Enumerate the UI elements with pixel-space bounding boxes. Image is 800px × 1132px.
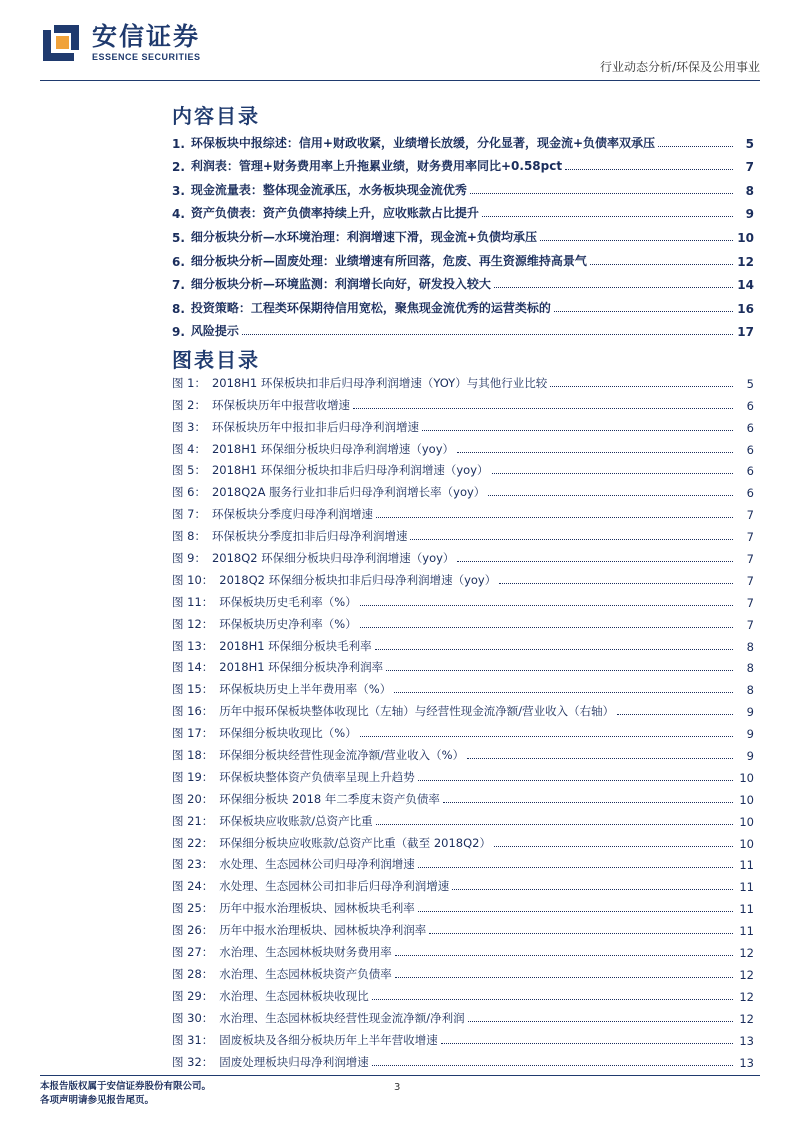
- figure-entry-title[interactable]: 环保细分板块收现比（%）: [219, 726, 357, 741]
- figure-entry-number: 图 12：: [172, 616, 214, 631]
- figure-entry-page[interactable]: 6: [746, 442, 754, 457]
- figure-entry[interactable]: [172, 1004, 754, 1026]
- figure-entry-title[interactable]: 2018H1 环保板块扣非后归母净利润增速（YOY）与其他行业比较: [211, 375, 548, 390]
- figure-entry-page[interactable]: 8: [746, 661, 754, 676]
- toc-entry-title[interactable]: 现金流量表：整体现金流承压，水务板块现金流优秀: [190, 182, 467, 197]
- figure-entry[interactable]: [172, 413, 754, 435]
- dot-leader: [394, 692, 733, 693]
- figure-entry-number: 图 31：: [172, 1032, 214, 1047]
- figure-entry-page[interactable]: 12: [739, 946, 754, 961]
- figure-entry-number: 图 3：: [172, 419, 206, 434]
- dot-leader: [376, 824, 733, 825]
- footer-notice: 各项声明请参见报告尾页。: [40, 1095, 155, 1106]
- figure-entry-title[interactable]: 水治理、生态园林板块经营性现金流净额/净利润: [219, 1010, 465, 1025]
- figure-entry-title[interactable]: 环保板块历年中报营收增速: [211, 397, 350, 412]
- figure-entry-title[interactable]: 历年中报环保板块整体收现比（左轴）与经营性现金流净额/营业收入（右轴）: [219, 704, 615, 719]
- figure-entry-number: 图 29：: [172, 988, 214, 1003]
- dot-leader: [617, 714, 733, 715]
- toc-entry[interactable]: [172, 245, 754, 269]
- dot-leader: [395, 955, 733, 956]
- figure-entry[interactable]: [172, 894, 754, 916]
- figure-entry-page[interactable]: 7: [746, 595, 754, 610]
- figure-entry-title[interactable]: 2018H1 环保细分板块扣非后归母净利润增速（yoy）: [211, 463, 489, 478]
- dot-leader: [360, 736, 733, 737]
- dot-leader: [376, 517, 733, 518]
- figure-entry[interactable]: [172, 938, 754, 960]
- dot-leader: [386, 670, 733, 671]
- figure-entry-number: 图 18：: [172, 748, 214, 763]
- logo-english-name: ESSENCE SECURITIES: [92, 52, 201, 62]
- figure-entry[interactable]: [172, 588, 754, 610]
- toc-entry-number: 9.: [172, 325, 185, 340]
- dot-leader: [441, 1043, 733, 1044]
- figure-entry-title[interactable]: 水治理、生态园林板块收现比: [219, 988, 369, 1003]
- dot-leader: [375, 649, 733, 650]
- toc-entry[interactable]: [172, 198, 754, 222]
- figure-entry[interactable]: [172, 478, 754, 500]
- figure-entry[interactable]: [172, 544, 754, 566]
- figure-entry-title[interactable]: 固废板块及各细分板块历年上半年营收增速: [219, 1032, 438, 1047]
- figure-entry-number: 图 22：: [172, 835, 214, 850]
- header-divider: [40, 80, 760, 81]
- logo-chinese-name: 安信证券: [92, 22, 201, 51]
- figure-entry-page[interactable]: 9: [746, 749, 754, 764]
- figure-entry[interactable]: [172, 675, 754, 697]
- figure-entry[interactable]: [172, 872, 754, 894]
- figure-entry-title[interactable]: 2018Q2A 服务行业扣非后归母净利润增长率（yoy）: [211, 485, 486, 500]
- dot-leader: [360, 627, 733, 628]
- figure-entry[interactable]: [172, 566, 754, 588]
- figure-entry[interactable]: [172, 719, 754, 741]
- figure-entry-page[interactable]: 6: [746, 486, 754, 501]
- figure-entry-page[interactable]: 13: [739, 1033, 754, 1048]
- dot-leader: [494, 287, 733, 288]
- dot-leader: [422, 430, 733, 431]
- dot-leader: [494, 846, 733, 847]
- figure-entry-number: 图 24：: [172, 879, 214, 894]
- figure-entry-number: 图 2：: [172, 397, 206, 412]
- figure-entry-number: 图 21：: [172, 813, 214, 828]
- figure-entry[interactable]: [172, 851, 754, 873]
- toc-entry-number: 1.: [172, 136, 185, 151]
- figure-entry-title[interactable]: 水治理、生态园林板块财务费用率: [219, 945, 392, 960]
- figure-entry-title[interactable]: 环保板块历史上半年费用率（%）: [219, 682, 392, 697]
- toc-entry-page[interactable]: 5: [745, 136, 754, 151]
- figure-entry-title[interactable]: 2018Q2 环保细分板块归母净利润增速（yoy）: [211, 551, 455, 566]
- figure-entry[interactable]: [172, 457, 754, 479]
- dot-leader: [457, 561, 733, 562]
- figure-entry[interactable]: [172, 1026, 754, 1048]
- dot-leader: [353, 408, 733, 409]
- toc-entry-number: 2.: [172, 160, 185, 175]
- toc-list: [172, 127, 754, 339]
- figure-entry-title[interactable]: 环保板块历史毛利率（%）: [219, 594, 357, 609]
- figure-entry[interactable]: [172, 1048, 754, 1070]
- figure-entry-page[interactable]: 9: [746, 705, 754, 720]
- toc-entry-title[interactable]: 细分板块分析—水环境治理：利润增速下滑，现金流+负债均承压: [190, 229, 537, 244]
- toc-entry[interactable]: [172, 292, 754, 316]
- dot-leader: [360, 605, 733, 606]
- dot-leader: [565, 169, 733, 170]
- dot-leader: [492, 473, 733, 474]
- figure-entry-number: 图 20：: [172, 791, 214, 806]
- dot-leader: [540, 240, 733, 241]
- toc-entry-page[interactable]: 14: [737, 278, 754, 293]
- page-number: 3: [394, 1082, 401, 1093]
- figure-entry-page[interactable]: 7: [746, 508, 754, 523]
- figure-entry[interactable]: [172, 369, 754, 391]
- toc-entry-number: 8.: [172, 301, 185, 316]
- toc-entry[interactable]: [172, 221, 754, 245]
- figure-entry[interactable]: [172, 982, 754, 1004]
- figure-entry-number: 图 13：: [172, 638, 214, 653]
- dot-leader: [395, 977, 733, 978]
- figure-entry-number: 图 25：: [172, 901, 214, 916]
- figure-entry-title[interactable]: 历年中报水治理板块、园林板块毛利率: [219, 901, 415, 916]
- dot-leader: [372, 1065, 733, 1066]
- toc-entry-page[interactable]: 8: [745, 183, 754, 198]
- toc-entry-title[interactable]: 环保板块中报综述：信用+财政收紧，业绩增长放缓，分化显著，现金流+负债率双承压: [190, 135, 656, 150]
- figure-entry-number: 图 4：: [172, 441, 206, 456]
- dot-leader: [554, 311, 733, 312]
- toc-entry-page[interactable]: 9: [745, 207, 754, 222]
- toc-entry-number: 6.: [172, 254, 185, 269]
- figure-entry[interactable]: [172, 391, 754, 413]
- figure-entry-page[interactable]: 10: [739, 792, 754, 807]
- toc-entry[interactable]: [172, 174, 754, 198]
- toc-entry-page[interactable]: 16: [737, 301, 754, 316]
- figure-entry-number: 图 8：: [172, 529, 206, 544]
- figure-entry-page[interactable]: 11: [739, 880, 754, 895]
- dot-leader: [418, 867, 733, 868]
- toc-entry-page[interactable]: 12: [737, 254, 754, 269]
- page-header: [40, 22, 760, 78]
- figure-entry-title[interactable]: 水处理、生态园林公司扣非后归母净利润增速: [219, 879, 450, 894]
- toc-entry-number: 4.: [172, 207, 185, 222]
- figure-entry-title[interactable]: 环保板块历史净利率（%）: [219, 616, 357, 631]
- figure-entry[interactable]: [172, 960, 754, 982]
- figure-entry[interactable]: [172, 785, 754, 807]
- figure-entry-page[interactable]: 6: [746, 464, 754, 479]
- dot-leader: [418, 911, 733, 912]
- dot-leader: [658, 146, 733, 147]
- figure-entry[interactable]: [172, 500, 754, 522]
- figure-entry-number: 图 5：: [172, 463, 206, 478]
- figure-entry[interactable]: [172, 610, 754, 632]
- toc-entry-number: 5.: [172, 230, 185, 245]
- figure-entry-page[interactable]: 12: [739, 1011, 754, 1026]
- footer-copyright: 本报告版权属于安信证券股份有限公司。: [40, 1081, 212, 1092]
- figure-entry-title[interactable]: 固废处理板块归母净利润增速: [219, 1054, 369, 1069]
- figure-entry[interactable]: [172, 829, 754, 851]
- toc-entry-title[interactable]: 利润表：管理+财务费用率上升拖累业绩，财务费用率同比+0.58pct: [190, 159, 563, 174]
- toc-entry-title[interactable]: 细分板块分析—环境监测：利润增长向好，研发投入较大: [190, 277, 491, 292]
- toc-entry-page[interactable]: 10: [737, 230, 754, 245]
- dot-leader: [499, 583, 733, 584]
- figure-entry-number: 图 15：: [172, 682, 214, 697]
- figure-entry-page[interactable]: 6: [746, 420, 754, 435]
- figure-entry-title[interactable]: 2018H1 环保细分板块毛利率: [219, 638, 372, 653]
- toc-entry-title[interactable]: 风险提示: [190, 324, 239, 339]
- figure-entry[interactable]: [172, 741, 754, 763]
- figure-entry-title[interactable]: 水处理、生态园林公司归母净利润增速: [219, 857, 415, 872]
- figure-entry-number: 图 16：: [172, 704, 214, 719]
- figure-entry-title[interactable]: 2018Q2 环保细分板块扣非后归母净利润增速（yoy）: [219, 572, 497, 587]
- figures-list: [172, 369, 754, 1070]
- figure-entry-number: 图 17：: [172, 726, 214, 741]
- figure-entry-page[interactable]: 10: [739, 836, 754, 851]
- figure-entry-page[interactable]: 12: [739, 989, 754, 1004]
- figure-entry-title[interactable]: 环保板块应收账款/总资产比重: [219, 813, 373, 828]
- toc-entry-page[interactable]: 17: [737, 325, 754, 340]
- toc-entry[interactable]: [172, 151, 754, 175]
- figure-entry-title[interactable]: 环保细分板块应收账款/总资产比重（截至 2018Q2）: [219, 835, 491, 850]
- figure-entry-page[interactable]: 10: [739, 770, 754, 785]
- figure-entry[interactable]: [172, 435, 754, 457]
- figure-entry-title[interactable]: 环保板块整体资产负债率呈现上升趋势: [219, 769, 415, 784]
- figure-entry-page[interactable]: 11: [739, 924, 754, 939]
- figure-entry[interactable]: [172, 763, 754, 785]
- dot-leader: [467, 758, 733, 759]
- figure-entry-number: 图 11：: [172, 594, 214, 609]
- essence-logo-icon: [40, 22, 82, 64]
- figure-entry-number: 图 10：: [172, 572, 214, 587]
- figure-entry-page[interactable]: 11: [739, 902, 754, 917]
- figure-entry-number: 图 32：: [172, 1054, 214, 1069]
- toc-entry[interactable]: [172, 269, 754, 293]
- dot-leader: [452, 889, 733, 890]
- figure-entry-page[interactable]: 6: [746, 398, 754, 413]
- figure-entry-title[interactable]: 水治理、生态园林板块资产负债率: [219, 966, 392, 981]
- figure-entry-number: 图 6：: [172, 485, 206, 500]
- toc-title: 内容目录: [172, 104, 260, 128]
- figure-entry-page[interactable]: 11: [739, 858, 754, 873]
- figure-entry-title[interactable]: 历年中报水治理板块、园林板块净利润率: [219, 923, 427, 938]
- footer-disclaimer: [40, 1080, 211, 1108]
- dot-leader: [457, 452, 733, 453]
- figure-entry-title[interactable]: 2018H1 环保细分板块归母净利润增速（yoy）: [211, 441, 455, 456]
- report-category: 行业动态分析/环保及公用事业: [599, 60, 760, 74]
- toc-entry[interactable]: [172, 316, 754, 340]
- figure-entry-number: 图 28：: [172, 966, 214, 981]
- figure-entry-number: 图 30：: [172, 1010, 214, 1025]
- figure-entry[interactable]: [172, 522, 754, 544]
- toc-entry-title[interactable]: 投资策略：工程类环保期待信用宽松，聚焦现金流优秀的运营类标的: [190, 300, 551, 315]
- dot-leader: [418, 780, 733, 781]
- figure-entry-number: 图 26：: [172, 923, 214, 938]
- toc-entry-title[interactable]: 细分板块分析—固废处理：业绩增速有所回落，危废、再生资源维持高景气: [190, 253, 587, 268]
- figure-entry-page[interactable]: 7: [746, 617, 754, 632]
- toc-entry-title[interactable]: 资产负债表：资产负债率持续上升，应收账款占比提升: [190, 206, 479, 221]
- toc-entry[interactable]: [172, 127, 754, 151]
- essence-logo: [40, 22, 201, 64]
- toc-entry-number: 7.: [172, 278, 185, 293]
- dot-leader: [429, 933, 733, 934]
- dot-leader: [410, 539, 733, 540]
- footer-divider: [40, 1075, 760, 1076]
- figure-entry-number: 图 14：: [172, 660, 214, 675]
- figure-entry-page[interactable]: 5: [746, 376, 754, 391]
- dot-leader: [550, 386, 733, 387]
- dot-leader: [372, 999, 733, 1000]
- toc-entry-number: 3.: [172, 183, 185, 198]
- figure-entry-title[interactable]: 环保板块分季度归母净利润增速: [211, 507, 373, 522]
- figure-entry[interactable]: [172, 697, 754, 719]
- figure-entry[interactable]: [172, 807, 754, 829]
- figure-entry[interactable]: [172, 632, 754, 654]
- figure-entry-page[interactable]: 7: [746, 530, 754, 545]
- figure-entry-title[interactable]: 环保板块分季度扣非后归母净利润增速: [211, 529, 408, 544]
- figure-entry-title[interactable]: 环保细分板块 2018 年二季度末资产负债率: [219, 791, 440, 806]
- figure-entry-page[interactable]: 7: [746, 552, 754, 567]
- figure-entry-page[interactable]: 12: [739, 967, 754, 982]
- toc-entry-page[interactable]: 7: [745, 160, 754, 175]
- dot-leader: [470, 193, 733, 194]
- figures-title: 图表目录: [172, 348, 260, 372]
- dot-leader: [482, 216, 733, 217]
- figure-entry-number: 图 1：: [172, 375, 206, 390]
- dot-leader: [590, 264, 733, 265]
- figure-entry-number: 图 7：: [172, 507, 206, 522]
- figure-entry[interactable]: [172, 916, 754, 938]
- figure-entry-number: 图 27：: [172, 945, 214, 960]
- dot-leader: [242, 334, 733, 335]
- figure-entry-page[interactable]: 13: [739, 1055, 754, 1070]
- figure-entry[interactable]: [172, 654, 754, 676]
- figure-entry-title[interactable]: 2018H1 环保细分板块净利润率: [219, 660, 384, 675]
- figure-entry-page[interactable]: 10: [739, 814, 754, 829]
- figure-entry-page[interactable]: 9: [746, 727, 754, 742]
- figure-entry-page[interactable]: 8: [746, 639, 754, 654]
- figure-entry-number: 图 19：: [172, 769, 214, 784]
- dot-leader: [488, 495, 733, 496]
- figure-entry-title[interactable]: 环保细分板块经营性现金流净额/营业收入（%）: [219, 748, 465, 763]
- dot-leader: [443, 802, 733, 803]
- dot-leader: [468, 1021, 733, 1022]
- figure-entry-page[interactable]: 8: [746, 683, 754, 698]
- figure-entry-number: 图 23：: [172, 857, 214, 872]
- figure-entry-title[interactable]: 环保板块历年中报扣非后归母净利润增速: [211, 419, 419, 434]
- figure-entry-number: 图 9：: [172, 551, 206, 566]
- figure-entry-page[interactable]: 7: [746, 573, 754, 588]
